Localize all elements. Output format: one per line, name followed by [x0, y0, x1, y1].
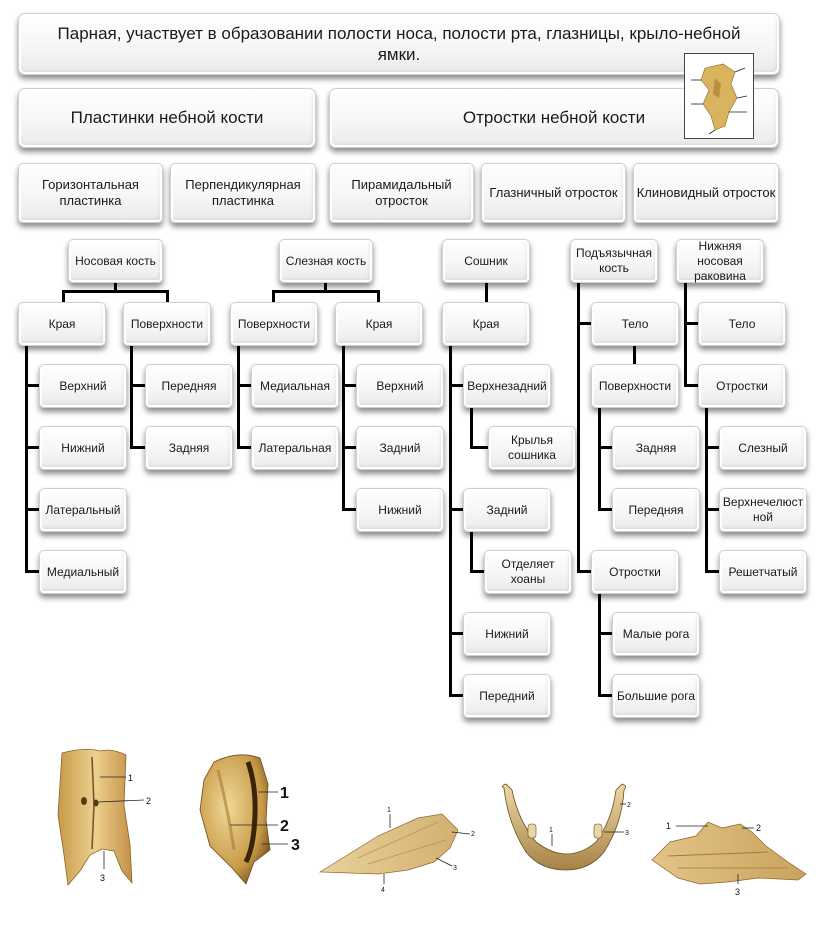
lacrimal-label-3: 3: [291, 837, 300, 854]
lacrimal-label-1: 1: [280, 785, 289, 802]
lacrimal-bone-title-text: Слезная кость: [285, 253, 367, 268]
hyoid-label-2: 2: [627, 802, 631, 809]
hyoid-process-item-text: Большие рога: [616, 688, 695, 703]
orbital-process-text: Глазничный отросток: [489, 184, 618, 200]
hyoid-processes-text: Отростки: [609, 564, 661, 579]
lacrimal-bone-title: [279, 239, 373, 283]
nasal-bone-title: [68, 239, 163, 283]
concha-title-text: Нижняя носовая раковина: [694, 238, 746, 283]
concha-processes-text: Отростки: [716, 378, 768, 393]
lacrimal-surface-item: [251, 364, 339, 408]
hyoid-title-text: Подъязычная кость: [576, 246, 652, 275]
hyoid-process-item-text: Малые рога: [622, 626, 690, 641]
lacrimal-surface-item-text: Медиальная: [260, 378, 330, 393]
nasal-edges: [18, 302, 106, 346]
plates-header: [18, 88, 316, 148]
vomer-wings: [488, 426, 576, 470]
nasal-label-2: 2: [146, 796, 152, 806]
concha-process-item-text: Слезный: [738, 440, 788, 455]
nasal-surfaces: [123, 302, 211, 346]
nasal-edge-item-text: Нижний: [61, 440, 105, 455]
nasal-surface-item: [145, 364, 233, 408]
lacrimal-edges-text: Края: [365, 316, 393, 331]
hyoid-surfaces: [591, 364, 679, 408]
concha-process-item-text: Решетчатый: [728, 564, 798, 579]
nasal-edge-item-text: Латеральный: [45, 502, 121, 517]
processes-header-text: Отростки небной кости: [462, 108, 646, 128]
lacrimal-surface-item: [251, 426, 339, 470]
vomer-posterosuperior-text: Верхнезадний: [467, 378, 547, 393]
nasal-label-1: 1: [128, 773, 134, 783]
lacrimal-edges: [335, 302, 423, 346]
vomer-posterior-text: Задний: [486, 502, 528, 517]
hyoid-surface-item: [612, 488, 700, 532]
hyoid-image: [496, 780, 636, 880]
perpendicular-plate-text: Перпендикулярная пластинка: [185, 176, 301, 208]
lacrimal-bone-image: [188, 750, 308, 895]
hyoid-surfaces-text: Поверхности: [598, 378, 672, 393]
perpendicular-plate: [170, 163, 316, 223]
lacrimal-edge-item-text: Верхний: [376, 378, 424, 393]
horizontal-plate: [18, 163, 163, 223]
vomer-anterior: [463, 674, 551, 718]
lacrimal-surfaces-text: Поверхности: [237, 316, 311, 331]
vomer-choanae: [484, 550, 572, 594]
pyramidal-process-text: Пирамидальный отросток: [351, 176, 452, 208]
nasal-surface-item: [145, 426, 233, 470]
vomer-wings-text: Крылья сошника: [508, 433, 556, 462]
palatine-bone-thumbnail-overlay: [684, 53, 754, 139]
hyoid-surface-item-text: Передняя: [628, 502, 684, 517]
hyoid-surface-item-text: Задняя: [635, 440, 677, 455]
nasal-label-3: 3: [100, 873, 106, 883]
nasal-edge-item: [39, 426, 127, 470]
nasal-edge-item: [39, 550, 127, 594]
hyoid-body: [591, 302, 679, 346]
hyoid-surface-item: [612, 426, 700, 470]
nasal-surfaces-text: Поверхности: [130, 316, 204, 331]
nasal-edges-text: Края: [48, 316, 76, 331]
vomer-title-text: Сошник: [464, 253, 508, 268]
vomer-edges-text: Края: [472, 316, 500, 331]
concha-label-2: 2: [756, 823, 762, 833]
vomer-label-1: 1: [387, 807, 391, 814]
vomer-label-2: 2: [471, 831, 475, 838]
lacrimal-edge-item: [356, 488, 444, 532]
lacrimal-edge-item: [356, 426, 444, 470]
vomer-choanae-text: Отделяет хоаны: [501, 557, 555, 586]
concha-title: [676, 239, 764, 283]
plates-header-text: Пластинки небной кости: [70, 108, 264, 128]
pyramidal-process: [329, 163, 474, 223]
concha-process-item: [719, 426, 807, 470]
nasal-surface-item-text: Задняя: [168, 440, 210, 455]
lacrimal-edge-item-text: Нижний: [378, 502, 422, 517]
vomer-label-3: 3: [453, 865, 457, 872]
concha-process-item: [719, 488, 807, 532]
vomer-inferior-text: Нижний: [485, 626, 529, 641]
nasal-bone-image: [40, 745, 170, 895]
lacrimal-edge-item: [356, 364, 444, 408]
vomer-inferior: [463, 612, 551, 656]
horizontal-plate-text: Горизонтальная пластинка: [42, 176, 139, 208]
vomer-image: [318, 800, 478, 895]
concha-process-item-text: Верхнечелюст ной: [722, 495, 804, 524]
orbital-process: [481, 163, 626, 223]
nasal-edge-item: [39, 364, 127, 408]
concha-label-1: 1: [666, 821, 672, 831]
nasal-edge-item-text: Верхний: [59, 378, 107, 393]
lacrimal-surface-item-text: Латеральная: [258, 440, 332, 455]
vomer-title: [442, 239, 530, 283]
hyoid-body-text: Тело: [621, 316, 649, 331]
lacrimal-label-2: 2: [280, 818, 289, 835]
nasal-edge-item-text: Медиальный: [46, 564, 120, 579]
lacrimal-edge-item-text: Задний: [379, 440, 421, 455]
hyoid-title: [570, 239, 658, 283]
concha-body: [698, 302, 786, 346]
hyoid-label-1: 1: [549, 827, 553, 834]
lacrimal-surfaces: [230, 302, 318, 346]
vomer-anterior-text: Передний: [479, 688, 535, 703]
nasal-surface-item-text: Передняя: [161, 378, 217, 393]
hyoid-process-item: [612, 612, 700, 656]
concha-process-item: [719, 550, 807, 594]
title-box: [18, 13, 780, 75]
vomer-posterior: [463, 488, 551, 532]
nasal-bone-title-text: Носовая кость: [75, 253, 156, 268]
vomer-edges: [442, 302, 530, 346]
nasal-edge-item: [39, 488, 127, 532]
concha-processes: [698, 364, 786, 408]
sphenoidal-process: [633, 163, 779, 223]
hyoid-processes: [591, 550, 679, 594]
concha-body-text: Тело: [728, 316, 756, 331]
hyoid-process-item: [612, 674, 700, 718]
vomer-label-4: 4: [381, 887, 385, 894]
title-text: Парная, участвует в образовании полости носа, полости рта, глазницы, крыло-небной ямки.: [57, 23, 741, 64]
vomer-posterosuperior: [463, 364, 551, 408]
hyoid-label-3: 3: [625, 830, 629, 837]
concha-image: [648, 812, 810, 900]
sphenoidal-process-text: Клиновидный отросток: [636, 184, 776, 200]
concha-label-3: 3: [735, 887, 741, 897]
